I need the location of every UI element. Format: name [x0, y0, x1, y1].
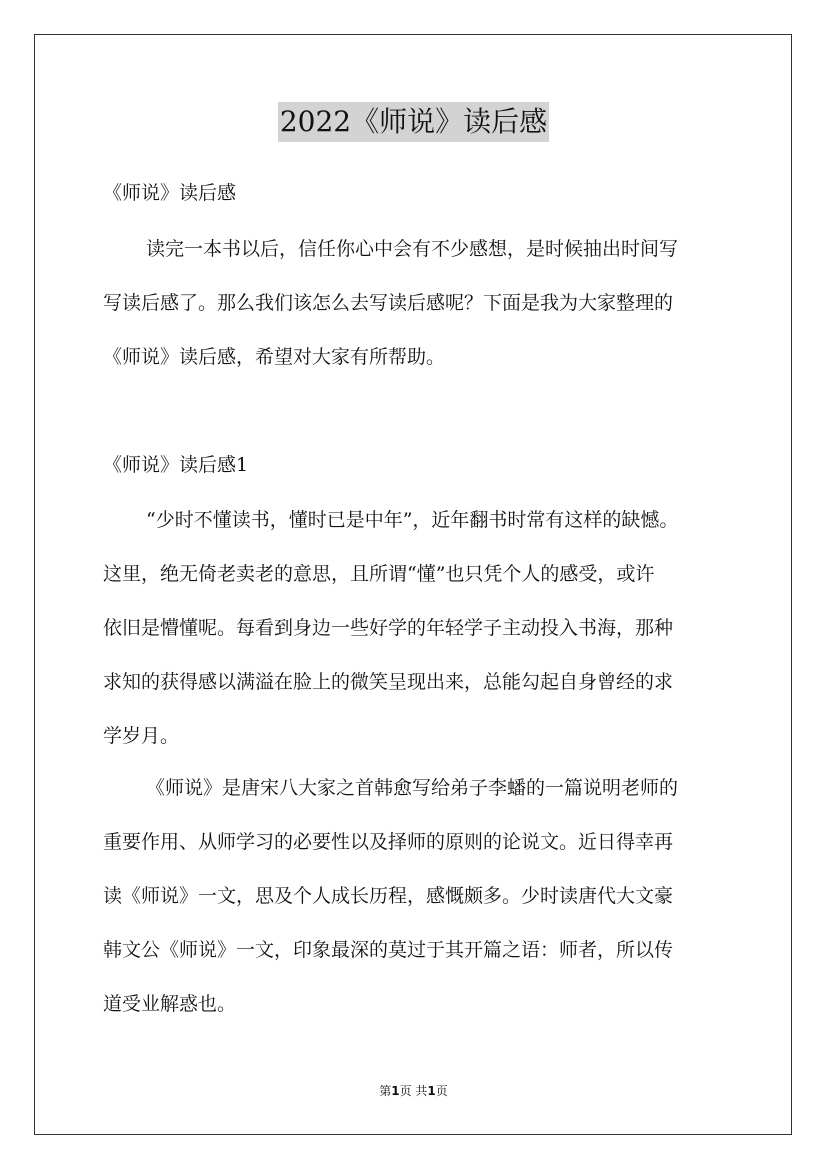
para1-line-1: “少时不懂读书，懂时已是中年”，近年翻书时常有这样的缺憾。: [146, 509, 679, 531]
para2-line-3: 读《师说》一文，思及个人成长历程，感慨颇多。少时读唐代大文豪: [103, 885, 674, 907]
footer-prefix: 第: [379, 1084, 392, 1098]
para1-line-2: 这里，绝无倚老卖老的意思，且所谓“懂”也只凭个人的感受，或许: [103, 563, 655, 585]
footer-suffix: 页: [435, 1084, 448, 1098]
footer-page-number: 1: [391, 1084, 400, 1098]
para1-line-5: 学岁月。: [103, 725, 180, 747]
footer-total-pages: 1: [427, 1084, 436, 1098]
intro-line-2: 写读后感了。那么我们该怎么去写读后感呢？下面是我为大家整理的: [103, 292, 674, 314]
section-heading: 《师说》读后感1: [103, 454, 249, 476]
intro-line-3: 《师说》读后感，希望对大家有所帮助。: [103, 346, 446, 368]
footer-mid: 页 共: [399, 1084, 428, 1098]
para2-line-2: 重要作用、从师学习的必要性以及择师的原则的论说文。近日得幸再: [103, 831, 674, 853]
para2-line-4: 韩文公《师说》一文，印象最深的莫过于其开篇之语：师者，所以传: [103, 939, 674, 961]
page-footer: [0, 1083, 827, 1099]
document-title: 2022《师说》读后感: [278, 102, 549, 142]
subtitle: 《师说》读后感: [103, 182, 237, 204]
intro-line-1: 读完一本书以后，信任你心中会有不少感想，是时候抽出时间写: [146, 238, 679, 260]
title-container: [0, 102, 827, 142]
para1-line-3: 依旧是懵懂呢。每看到身边一些好学的年轻学子主动投入书海，那种: [103, 617, 674, 639]
para1-line-4: 求知的获得感以满溢在脸上的微笑呈现出来，总能勾起自身曾经的求: [103, 671, 674, 693]
para2-line-1: 《师说》是唐宋八大家之首韩愈写给弟子李蟠的一篇说明老师的: [146, 777, 679, 799]
para2-line-5: 道受业解惑也。: [103, 993, 237, 1015]
